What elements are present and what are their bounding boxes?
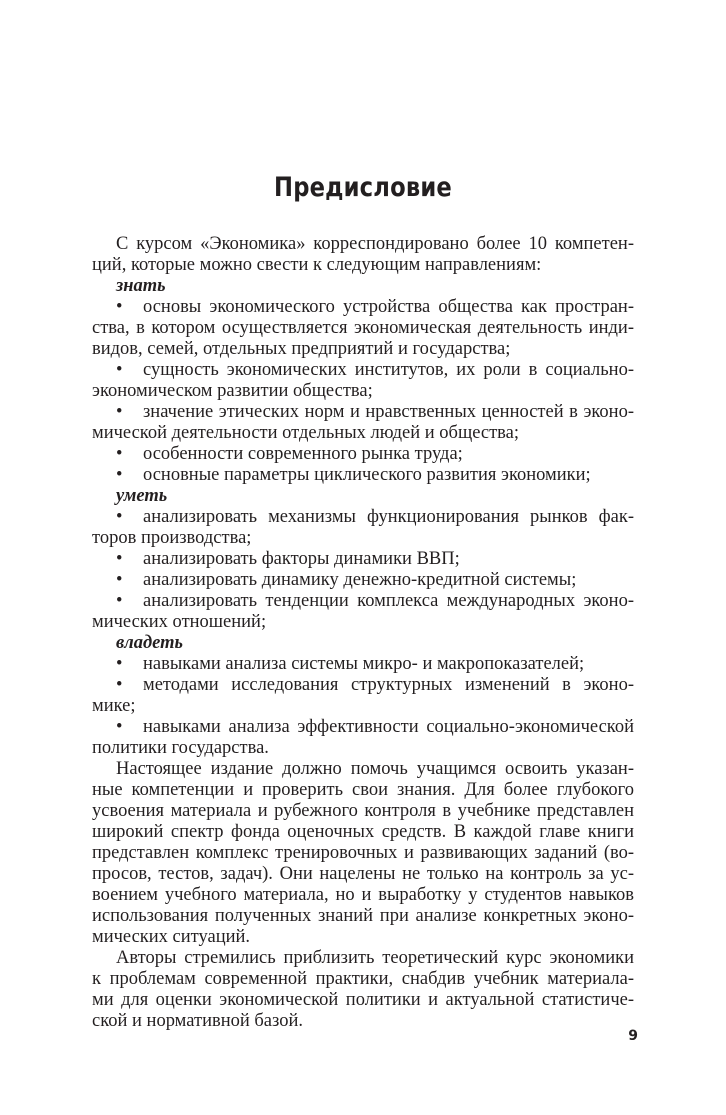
text-line: торов производства; — [92, 528, 252, 548]
text-line: представлен комплекс тренировочных и развивающих заданий (во- — [92, 843, 634, 863]
section-heading-master: владеть — [116, 633, 183, 653]
bullet-icon: • — [116, 549, 123, 569]
section-heading-can: уметь — [116, 486, 168, 506]
bullet-icon: • — [116, 570, 123, 590]
text-line: ства, в котором осуществляется экономическая деятельность инди- — [92, 318, 634, 338]
bullet-text: навыками анализа эффективности социально-экономической — [143, 717, 634, 737]
bullet-text: анализировать механизмы функционирования рынков фак- — [143, 507, 634, 527]
text-line: широкий спектр фонда оценочных средств. В каждой главе книги — [92, 822, 634, 842]
bullet-icon: • — [116, 402, 123, 422]
text-line: мике; — [92, 696, 136, 716]
bullet-text: анализировать тенденции комплекса международных эконо- — [143, 591, 634, 611]
bullet-icon: • — [116, 654, 123, 674]
bullet-item — [116, 464, 634, 486]
bullet-text: основные параметры циклического развития экономики; — [143, 465, 591, 485]
bullet-item — [116, 506, 634, 528]
text-line: ные компетенции и проверить свои знания. Для более глубокого — [92, 780, 634, 800]
text-line: Авторы стремились приблизить теоретический курс экономики — [116, 948, 634, 968]
text-line: С курсом «Экономика» корреспондировано более 10 компетен- — [116, 234, 634, 254]
bullet-item — [116, 296, 634, 318]
bullet-item — [116, 359, 634, 381]
text-line: к проблемам современной практики, снабдив учебник материала- — [92, 969, 634, 989]
bullet-text: методами исследования структурных изменений в эконо- — [143, 675, 634, 695]
bullet-icon: • — [116, 444, 123, 464]
text-line: ми для оценки экономической политики и актуальной статистиче- — [92, 990, 634, 1010]
text-line: ций, которые можно свести к следующим направлениям: — [92, 255, 542, 275]
bullet-text: значение этических норм и нравственных ценностей в эконо- — [143, 402, 634, 422]
bullet-icon: • — [116, 507, 123, 527]
text-line: просов, тестов, задач). Они нацелены не только на контроль за ус- — [92, 864, 634, 884]
bullet-item — [116, 653, 634, 675]
bullet-icon: • — [116, 591, 123, 611]
text-line: политики государства. — [92, 738, 269, 758]
bullet-item — [116, 716, 634, 738]
bullet-text: навыками анализа системы микро- и макропоказателей; — [143, 654, 585, 674]
bullet-item — [116, 674, 634, 696]
bullet-icon: • — [116, 297, 123, 317]
page-title: Предисловие — [274, 172, 452, 203]
bullet-text: основы экономического устройства общества как простран- — [143, 297, 634, 317]
text-line: Настоящее издание должно помочь учащимся освоить указан- — [116, 759, 634, 779]
bullet-item — [116, 401, 634, 423]
bullet-icon: • — [116, 360, 123, 380]
bullet-item — [116, 548, 634, 570]
text-line: ской и нормативной базой. — [92, 1011, 303, 1031]
text-line: мических отношений; — [92, 612, 267, 632]
bullet-text: особенности современного рынка труда; — [143, 444, 463, 464]
bullet-item — [116, 590, 634, 612]
bullet-item — [116, 443, 634, 465]
text-line: экономическом развитии общества; — [92, 381, 373, 401]
text-line: мических ситуаций. — [92, 927, 251, 947]
text-line: мической деятельности отдельных людей и общества; — [92, 423, 519, 443]
bullet-icon: • — [116, 465, 123, 485]
bullet-icon: • — [116, 717, 123, 737]
bullet-icon: • — [116, 675, 123, 695]
text-line: использования полученных знаний при анализе конкретных эконо- — [92, 906, 634, 926]
bullet-item — [116, 569, 634, 591]
text-line: усвоения материала и рубежного контроля в учебнике представлен — [92, 801, 634, 821]
text-line: воением учебного материала, но и выработку у студентов навыков — [92, 885, 634, 905]
bullet-text: анализировать факторы динамики ВВП; — [143, 549, 460, 569]
text-line: видов, семей, отдельных предприятий и государства; — [92, 339, 511, 359]
bullet-text: сущность экономических институтов, их роли в социально- — [143, 360, 634, 380]
bullet-text: анализировать динамику денежно-кредитной системы; — [143, 570, 577, 590]
page-number: 9 — [628, 1028, 638, 1044]
section-heading-know: знать — [116, 276, 166, 296]
